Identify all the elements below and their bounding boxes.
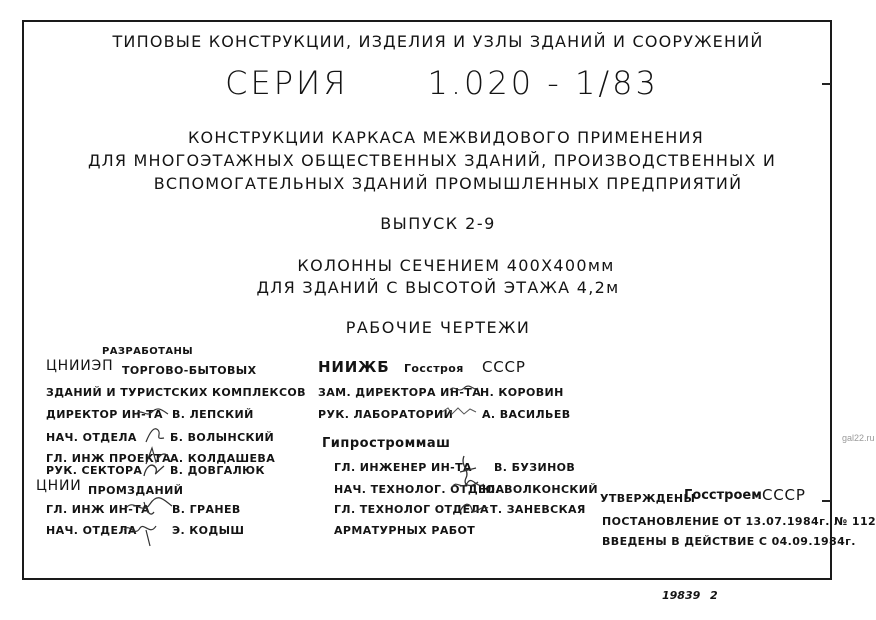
description-line-2: ДЛЯ МНОГОЭТАЖНЫХ ОБЩЕСТВЕННЫХ ЗДАНИЙ, ПРОИЗВОДСТВЕННЫХ И [87, 151, 777, 170]
header-line: ТИПОВЫЕ КОНСТРУКЦИИ, ИЗДЕЛИЯ И УЗЛЫ ЗДАНИЙ И СООРУЖЕНИЙ [112, 32, 764, 51]
org2-chief-name: В. ГРАНЕВ [172, 503, 241, 516]
signature-dovgalyuk [140, 458, 170, 482]
decree-text: ПОСТАНОВЛЕНИЕ ОТ 13.07.1984г. № 112 [602, 515, 876, 528]
chief-engineer-name: А. КОЛДАШЕВА [170, 452, 276, 465]
org2-head-role: НАЧ. ОТДЕЛА [46, 524, 137, 537]
head-role: НАЧ. ОТДЕЛА [46, 431, 137, 444]
deputy-role: ЗАМ. ДИРЕКТОРА ИН-ТА [318, 386, 482, 399]
head-name: Б. ВОЛЫНСКИЙ [170, 431, 275, 444]
gi-role: ГЛ. ИНЖЕНЕР ИН-ТА [334, 461, 472, 474]
signature-volynsky [140, 422, 170, 446]
sector-role: РУК. СЕКТОРА [46, 464, 143, 477]
chief-engineer-role: ГЛ. ИНЖ ПРОЕКТА [46, 452, 172, 465]
org1-line2: ЗДАНИЙ И ТУРИСТСКИХ КОМПЛЕКСОВ [46, 386, 306, 399]
signature-korovin [448, 382, 480, 396]
issue-label: ВЫПУСК 2-9 [380, 214, 496, 233]
org2-head-name: Э. КОДЫШ [172, 524, 245, 537]
org2-chief-role: ГЛ. ИНЖ ИН-ТА [46, 503, 151, 516]
description-line-1: КОНСТРУКЦИИ КАРКАСА МЕЖВИДОВОГО ПРИМЕНЕНИЯ [187, 128, 704, 147]
lab-name: А. ВАСИЛЬЕВ [482, 408, 571, 421]
effective-text: ВВЕДЕНЫ В ДЕЙСТВИЕ С 04.09.1984г. [602, 535, 856, 548]
signature-volkonsky [448, 474, 488, 496]
sector-name: В. ДОВГАЛЮК [170, 464, 265, 477]
item-title-2: ДЛЯ ЗДАНИЙ С ВЫСОТОЙ ЭТАЖА 4,2м [256, 278, 620, 297]
chtech-line2: АРМАТУРНЫХ РАБОТ [334, 524, 476, 537]
lab-role: РУК. ЛАБОРАТОРИИ [318, 408, 454, 421]
niizhb-sub: Госстроя [404, 362, 464, 375]
signature-vasiliev [440, 404, 480, 418]
chtech-name: Т. ЗАНЕВСКАЯ [490, 503, 586, 516]
approved-label: УТВЕРЖДЕНЫ [600, 492, 696, 505]
org1-name: ЦНИИЭП [46, 358, 114, 374]
org2-name: ЦНИИ [36, 478, 82, 494]
org1-sub: ТОРГОВО-БЫТОВЫХ [122, 364, 257, 377]
giprostrommash-name: Гипростроммаш [322, 436, 451, 451]
gi-name: В. БУЗИНОВ [494, 461, 576, 474]
signature-kodysh [120, 518, 168, 548]
niizhb-name: НИИЖБ [318, 358, 390, 376]
series-title: СЕРИЯ 1.020 - 1/83 [225, 64, 659, 102]
description-line-3: ВСПОМОГАТЕЛЬНЫХ ЗДАНИЙ ПРОМЫШЛЕННЫХ ПРЕДПРИЯТИЙ [153, 174, 743, 193]
item-title-1: КОЛОННЫ СЕЧЕНИЕМ 400Х400мм [297, 256, 615, 275]
tech-name: Ю. ВОЛКОНСКИЙ [482, 483, 599, 496]
director-role: ДИРЕКТОР ИН-ТА [46, 408, 163, 421]
approved-by: Госстроем [684, 488, 762, 503]
org2-sub: ПРОМЗДАНИЙ [88, 484, 184, 497]
inventory-number: 19839 [662, 589, 701, 602]
signature-zanevskaya [456, 496, 492, 520]
approved-country: СССР [762, 486, 806, 504]
edge-tick [822, 500, 831, 502]
chtech-role: ГЛ. ТЕХНОЛОГ ОТДЕЛА [334, 503, 489, 516]
signature-lepsky [134, 404, 170, 420]
niizhb-country: СССР [482, 358, 526, 376]
developed-label: РАЗРАБОТАНЫ [102, 346, 194, 357]
director-name: В. ЛЕПСКИЙ [172, 408, 254, 421]
watermark: gal22.ru [842, 433, 875, 443]
tech-role: НАЧ. ТЕХНОЛОГ. ОТДЕЛА [334, 483, 505, 496]
drawings-label: РАБОЧИЕ ЧЕРТЕЖИ [345, 318, 531, 337]
deputy-name: Н. КОРОВИН [480, 386, 564, 399]
sheet-number: 2 [710, 589, 718, 602]
